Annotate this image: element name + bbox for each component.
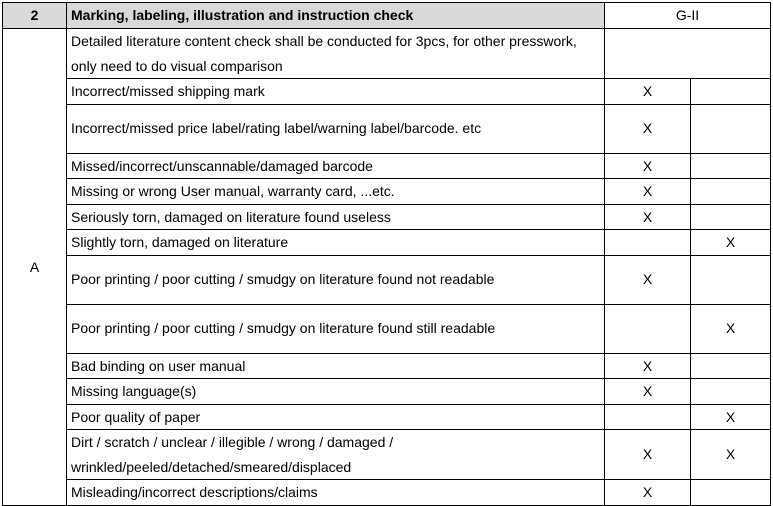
table-row — [3, 430, 771, 480]
row-mark-minor — [691, 353, 771, 379]
table-row — [3, 153, 771, 179]
row-mark-major: X — [605, 430, 691, 480]
row-mark-major: X — [605, 379, 691, 405]
row-mark-minor: X — [691, 404, 771, 430]
row-mark-major: X — [605, 353, 691, 379]
row-mark-major: X — [605, 153, 691, 179]
table-row — [3, 179, 771, 205]
row-description: Dirt / scratch / unclear / illegible / wrong / damaged / wrinkled/peeled/detached/smeared/displaced — [67, 430, 605, 480]
row-description: Poor printing / poor cutting / smudgy on literature found not readable — [67, 255, 605, 304]
row-mark-major: X — [605, 79, 691, 105]
row-mark-major: X — [605, 179, 691, 205]
row-mark-major: X — [605, 204, 691, 230]
row-description: Slightly torn, damaged on literature — [67, 230, 605, 256]
table-row — [3, 304, 771, 353]
row-description: Seriously torn, damaged on literature found useless — [67, 204, 605, 230]
table-header-row — [3, 3, 771, 29]
table-row — [3, 204, 771, 230]
table-row — [3, 104, 771, 153]
row-mark-minor — [691, 480, 771, 506]
row-description: Bad binding on user manual — [67, 353, 605, 379]
table-row — [3, 79, 771, 105]
row-mark-minor: X — [691, 304, 771, 353]
row-mark-merged — [605, 29, 771, 79]
table-row — [3, 480, 771, 506]
table-row — [3, 379, 771, 405]
row-description: Poor printing / poor cutting / smudgy on literature found still readable — [67, 304, 605, 353]
row-description: Missed/incorrect/unscannable/damaged barcode — [67, 153, 605, 179]
table-row — [3, 29, 771, 79]
table-row — [3, 255, 771, 304]
row-description: Incorrect/missed price label/rating label/warning label/barcode. etc — [67, 104, 605, 153]
inspection-table — [2, 2, 771, 506]
row-description: Misleading/incorrect descriptions/claims — [67, 480, 605, 506]
row-mark-minor — [691, 179, 771, 205]
row-description: Incorrect/missed shipping mark — [67, 79, 605, 105]
section-label: A — [3, 29, 67, 506]
row-mark-major: X — [605, 104, 691, 153]
row-description: Poor quality of paper — [67, 404, 605, 430]
row-mark-minor — [691, 255, 771, 304]
row-mark-minor: X — [691, 430, 771, 480]
row-mark-minor: X — [691, 230, 771, 256]
row-mark-major — [605, 230, 691, 256]
row-description: Missing or wrong User manual, warranty card, ...etc. — [67, 179, 605, 205]
section-number: 2 — [3, 3, 67, 29]
table-row — [3, 404, 771, 430]
row-mark-minor — [691, 379, 771, 405]
table-row — [3, 353, 771, 379]
row-mark-major — [605, 404, 691, 430]
row-mark-minor — [691, 153, 771, 179]
table-row — [3, 230, 771, 256]
section-title: Marking, labeling, illustration and instruction check — [67, 3, 605, 29]
row-mark-major: X — [605, 255, 691, 304]
row-mark-major — [605, 304, 691, 353]
row-mark-minor — [691, 104, 771, 153]
row-mark-minor — [691, 204, 771, 230]
row-mark-minor — [691, 79, 771, 105]
inspection-level: G-II — [605, 3, 771, 29]
row-description: Missing language(s) — [67, 379, 605, 405]
row-mark-major: X — [605, 480, 691, 506]
row-description: Detailed literature content check shall be conducted for 3pcs, for other presswork, only need to do visual comparison — [67, 29, 605, 79]
